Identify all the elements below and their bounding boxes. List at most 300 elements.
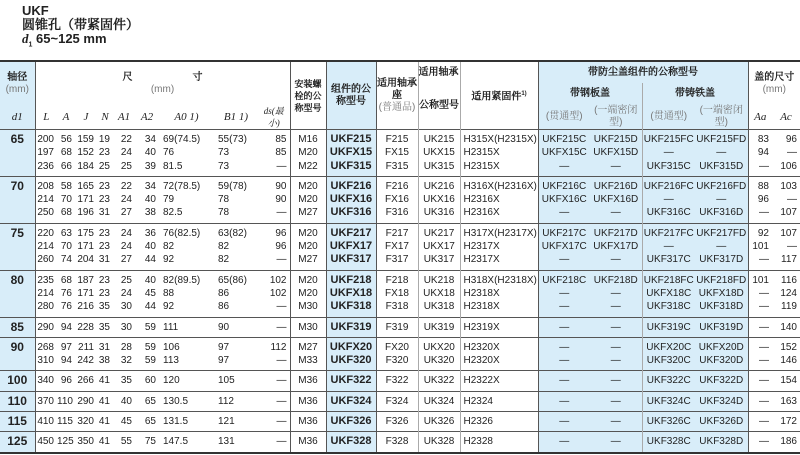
- value-Ac: 152: [780, 341, 797, 353]
- cell-steel-through: [538, 371, 590, 391]
- value-A2: 44: [144, 301, 156, 313]
- value-L: 290: [37, 321, 54, 333]
- cell-bearing: [418, 317, 460, 337]
- value-A0: 111: [163, 321, 179, 333]
- value-A2: 45: [144, 287, 156, 299]
- value-housing: F326: [385, 416, 409, 428]
- value-cast-closed: —: [716, 194, 727, 206]
- value-cast-closed: UKF324D: [699, 395, 744, 407]
- value-sleeve: H2328: [463, 436, 493, 448]
- cell-cast-through: [642, 412, 695, 432]
- table-row: [0, 317, 800, 337]
- cell-Aa: [748, 130, 772, 177]
- cell-A: [57, 130, 75, 177]
- value-J: 184: [77, 160, 94, 172]
- value-J: 159: [77, 134, 94, 145]
- shaft-diameter: 80: [0, 270, 35, 317]
- cell-Ac: [772, 223, 800, 270]
- cell-B1: [214, 223, 258, 270]
- value-L: 214: [37, 287, 54, 299]
- value-ds: 90: [275, 194, 287, 206]
- value-sleeve: H2317X: [463, 254, 500, 266]
- cell-steel-closed: [590, 337, 642, 371]
- col-L: L: [43, 111, 50, 123]
- value-A1: 30: [120, 321, 132, 333]
- value-unit-number: UKF215: [330, 133, 372, 145]
- cell-Aa: [748, 337, 772, 371]
- cell-steel-closed: [590, 176, 642, 223]
- value-J: 266: [77, 375, 94, 387]
- value-cast-through: UKF320C: [646, 355, 691, 367]
- size-range: [22, 32, 139, 53]
- table-row: [0, 391, 800, 411]
- cell-L: [35, 432, 57, 453]
- value-Aa: —: [759, 301, 769, 313]
- value-J: 216: [77, 301, 94, 313]
- value-bearing: UK318: [423, 301, 455, 313]
- value-cast-through: UKF318C: [646, 301, 691, 313]
- series-description: 圆锥孔（带紧固件）: [22, 17, 140, 32]
- value-A0: 79: [163, 194, 175, 206]
- cell-Aa: [748, 317, 772, 337]
- value-bearing: UKX18: [423, 287, 455, 299]
- value-bolt: M27: [298, 341, 318, 353]
- value-L: 268: [37, 341, 54, 353]
- value-steel-closed: UKFX17D: [593, 241, 639, 253]
- cell-ds: [258, 317, 290, 337]
- value-bearing: UK328: [423, 436, 455, 448]
- value-ds: —: [276, 321, 287, 333]
- cell-steel-closed: [590, 432, 642, 453]
- cell-A2: [135, 317, 159, 337]
- value-cast-through: UKF324C: [646, 395, 691, 407]
- value-L: 214: [37, 194, 54, 206]
- col-Ac: Ac: [780, 111, 792, 123]
- cell-B1: [214, 130, 258, 177]
- value-Ac: 146: [780, 355, 797, 367]
- value-bolt: M36: [298, 375, 318, 387]
- cell-Ac: [772, 412, 800, 432]
- cell-sleeve: [460, 130, 538, 177]
- cell-bolt: [290, 317, 326, 337]
- value-steel-through: UKFX16C: [541, 194, 587, 206]
- shaft-diameter: 115: [0, 412, 35, 432]
- value-cast-closed: UKFX20D: [698, 341, 744, 353]
- spec-table: [0, 60, 800, 454]
- cell-A0: [159, 176, 214, 223]
- value-cast-closed: UKF319D: [699, 321, 744, 333]
- cell-N: [97, 432, 113, 453]
- value-unit-number: UKFX16: [329, 193, 373, 206]
- col-A1: A1: [117, 111, 131, 123]
- cell-A2: [135, 412, 159, 432]
- range-value: 65~125 mm: [36, 31, 107, 46]
- value-steel-closed: UKF218D: [593, 274, 638, 286]
- value-cast-closed: UKF317D: [699, 254, 744, 266]
- value-A0: 76: [163, 147, 175, 159]
- cell-ds: [258, 270, 290, 317]
- shaft-diameter: 70: [0, 176, 35, 223]
- value-Aa: —: [759, 416, 769, 428]
- value-sleeve: H2318X: [463, 301, 500, 313]
- cell-A: [57, 432, 75, 453]
- value-steel-closed: —: [610, 287, 621, 299]
- value-A: 56: [60, 134, 72, 145]
- cell-cast-closed: [695, 176, 748, 223]
- cell-housing: [376, 130, 418, 177]
- cell-unit-number: [326, 176, 376, 223]
- value-bearing: UK215: [423, 134, 455, 145]
- value-steel-closed: —: [610, 321, 621, 333]
- cell-A1: [113, 176, 135, 223]
- value-sleeve: H2326: [463, 416, 493, 428]
- cell-Aa: [748, 371, 772, 391]
- value-ds: 112: [270, 341, 287, 353]
- value-J: 211: [78, 341, 94, 353]
- cell-Ac: [772, 432, 800, 453]
- cell-housing: [376, 371, 418, 391]
- value-B1: 86: [218, 287, 230, 299]
- value-J: 228: [77, 321, 94, 333]
- cell-cast-through: [642, 391, 695, 411]
- value-A1: 25: [120, 274, 132, 286]
- value-A1: 27: [120, 254, 132, 266]
- value-bearing: UK317: [423, 254, 455, 266]
- cell-steel-closed: [590, 371, 642, 391]
- cell-steel-closed: [590, 391, 642, 411]
- value-B1: 97: [218, 355, 230, 367]
- value-A2: 39: [144, 160, 156, 172]
- value-unit-number: UKF216: [330, 179, 372, 192]
- value-steel-closed: —: [610, 416, 621, 428]
- cell-ds: [258, 223, 290, 270]
- cell-cast-closed: [695, 270, 748, 317]
- value-steel-closed: UKFX15D: [593, 147, 639, 159]
- cell-Aa: [748, 412, 772, 432]
- value-N: 41: [98, 395, 110, 407]
- value-cast-closed: UKF218FD: [696, 274, 747, 286]
- cell-bolt: [290, 391, 326, 411]
- value-A1: 32: [120, 355, 132, 367]
- value-cast-through: UKFX20C: [646, 341, 692, 353]
- value-bolt: M20: [298, 194, 318, 206]
- cell-B1: [214, 337, 258, 371]
- cell-L: [35, 317, 57, 337]
- value-cast-closed: UKF316D: [699, 207, 744, 219]
- cell-Ac: [772, 130, 800, 177]
- cell-housing: [376, 270, 418, 317]
- value-steel-closed: —: [610, 254, 621, 266]
- value-unit-number: UKF328: [330, 435, 372, 448]
- value-housing: F319: [385, 321, 409, 333]
- value-N: 41: [98, 375, 110, 387]
- cell-Ac: [772, 270, 800, 317]
- value-bearing: UK218: [423, 274, 455, 286]
- value-housing: FX16: [385, 194, 409, 206]
- value-A0: 120: [163, 375, 180, 387]
- cell-sleeve: [460, 371, 538, 391]
- cell-A0: [159, 130, 214, 177]
- value-cast-closed: —: [716, 241, 727, 253]
- shaft-diameter: 85: [0, 317, 35, 337]
- value-housing: F318: [385, 301, 409, 313]
- cell-A2: [135, 223, 159, 270]
- value-bearing: UK324: [423, 395, 455, 407]
- value-unit-number: UKFX17: [329, 240, 373, 253]
- value-A1: 24: [120, 147, 132, 159]
- value-A1: 55: [120, 436, 132, 448]
- cell-steel-closed: [590, 130, 642, 177]
- value-Ac: 116: [781, 274, 797, 286]
- shaft-diameter: 75: [0, 223, 35, 270]
- value-A1: 22: [120, 180, 132, 192]
- table-body: [0, 130, 800, 453]
- value-J: 171: [77, 194, 94, 206]
- value-Aa: —: [759, 395, 769, 407]
- value-A0: 88: [163, 287, 175, 299]
- value-housing: F315: [385, 160, 409, 172]
- value-bearing: UKX16: [423, 194, 455, 206]
- value-L: 208: [37, 180, 54, 192]
- value-cast-through: UKFX18C: [646, 287, 692, 299]
- value-unit-number: UKF317: [330, 253, 372, 266]
- cell-ds: [258, 412, 290, 432]
- value-ds: —: [276, 254, 287, 266]
- value-bolt: M20: [298, 180, 318, 192]
- cell-housing: [376, 412, 418, 432]
- value-unit-number: UKFX20: [329, 340, 373, 353]
- value-unit-number: UKF326: [330, 415, 372, 428]
- value-Aa: 88: [757, 180, 769, 192]
- value-A: 74: [60, 254, 72, 266]
- value-A: 76: [60, 301, 72, 313]
- cell-N: [97, 223, 113, 270]
- cell-L: [35, 337, 57, 371]
- table-row: [0, 130, 800, 177]
- cell-steel-closed: [590, 223, 642, 270]
- cell-bearing: [418, 412, 460, 432]
- cell-Ac: [772, 317, 800, 337]
- cell-Ac: [772, 337, 800, 371]
- cell-cast-through: [642, 130, 695, 177]
- value-L: 340: [37, 375, 54, 387]
- cell-steel-through: [538, 176, 590, 223]
- cell-A1: [113, 317, 135, 337]
- value-Aa: 83: [757, 134, 769, 145]
- value-housing: F322: [385, 375, 409, 387]
- value-A0: 92: [163, 301, 175, 313]
- cell-bearing: [418, 371, 460, 391]
- value-A: 58: [60, 180, 72, 192]
- value-A1: 24: [120, 287, 132, 299]
- cell-A: [57, 176, 75, 223]
- value-steel-through: —: [559, 254, 570, 266]
- value-bolt: M33: [298, 355, 318, 367]
- value-Ac: 163: [780, 395, 797, 407]
- value-A0: 130.5: [163, 395, 189, 407]
- cell-A1: [113, 223, 135, 270]
- value-cast-closed: UKF328D: [699, 436, 744, 448]
- value-steel-through: UKF218C: [542, 274, 587, 286]
- value-N: 31: [98, 254, 110, 266]
- cell-bearing: [418, 130, 460, 177]
- cell-A: [57, 412, 75, 432]
- shaft-diameter: 125: [0, 432, 35, 453]
- value-A0: 72(78.5): [163, 180, 201, 192]
- cell-A1: [113, 337, 135, 371]
- cell-unit-number: [326, 337, 376, 371]
- value-steel-closed: —: [610, 436, 621, 448]
- cell-L: [35, 176, 57, 223]
- value-J: 171: [77, 287, 94, 299]
- value-A2: 65: [144, 416, 156, 428]
- col-d1: d1: [0, 105, 35, 130]
- cell-J: [75, 412, 97, 432]
- header-housing: [376, 61, 418, 130]
- value-ds: —: [276, 207, 287, 219]
- value-A0: 106: [163, 341, 180, 353]
- header-bolt: 安装螺栓的公称型号: [290, 61, 326, 130]
- cell-L: [35, 130, 57, 177]
- cell-N: [97, 130, 113, 177]
- value-A0: 147.5: [163, 436, 189, 448]
- value-A2: 60: [144, 375, 156, 387]
- cell-Aa: [748, 223, 772, 270]
- value-housing: F316: [385, 207, 409, 219]
- cell-bearing: [418, 432, 460, 453]
- value-cast-through: UKF319C: [646, 321, 691, 333]
- value-bolt: M20: [298, 227, 318, 239]
- value-bolt: M20: [298, 274, 318, 286]
- value-A0: 113: [163, 355, 179, 367]
- value-sleeve: H2316X: [463, 194, 500, 206]
- cell-A: [57, 371, 75, 391]
- table-row: [0, 412, 800, 432]
- cell-cast-closed: [695, 337, 748, 371]
- value-N: 31: [98, 207, 110, 219]
- value-steel-through: —: [559, 207, 570, 219]
- cell-sleeve: [460, 317, 538, 337]
- value-A1: 25: [120, 160, 132, 172]
- value-cast-closed: UKF326D: [699, 416, 744, 428]
- cell-steel-through: [538, 130, 590, 177]
- value-L: 236: [37, 160, 54, 172]
- value-housing: F324: [385, 395, 409, 407]
- value-B1: 78: [218, 194, 230, 206]
- cover-label: 盖的尺寸: [754, 71, 795, 83]
- cell-sleeve: [460, 337, 538, 371]
- value-sleeve: H2319X: [463, 321, 500, 333]
- cell-A2: [135, 391, 159, 411]
- value-cast-through: —: [663, 241, 674, 253]
- value-bolt: M30: [298, 321, 318, 333]
- value-steel-closed: —: [610, 355, 621, 367]
- value-A: 110: [57, 395, 73, 407]
- col-B1: B1 1): [223, 111, 249, 123]
- value-B1: 73: [218, 160, 230, 172]
- cell-bolt: [290, 432, 326, 453]
- value-steel-through: —: [559, 287, 570, 299]
- sleeve-label: 适用紧固件: [471, 91, 522, 103]
- value-L: 260: [37, 254, 54, 266]
- value-B1: 86: [218, 301, 230, 313]
- cell-cast-through: [642, 223, 695, 270]
- cell-ds: [258, 176, 290, 223]
- value-N: 23: [98, 241, 110, 253]
- value-A0: 82: [163, 241, 175, 253]
- cell-steel-closed: [590, 317, 642, 337]
- cell-unit-number: [326, 371, 376, 391]
- cell-Ac: [772, 391, 800, 411]
- value-bearing: UK315: [423, 160, 455, 172]
- cell-bolt: [290, 337, 326, 371]
- cell-bearing: [418, 337, 460, 371]
- cell-sleeve: [460, 223, 538, 270]
- value-cast-through: UKF317C: [646, 254, 691, 266]
- value-L: 235: [37, 274, 54, 286]
- col-A2: A2: [140, 111, 154, 123]
- cell-A1: [113, 391, 135, 411]
- cell-sleeve: [460, 432, 538, 453]
- value-B1: 121: [218, 416, 235, 428]
- cell-A: [57, 270, 75, 317]
- cell-J: [75, 223, 97, 270]
- cell-J: [75, 337, 97, 371]
- value-A0: 92: [163, 254, 175, 266]
- value-ds: 85: [275, 147, 287, 159]
- cell-A: [57, 317, 75, 337]
- cell-N: [97, 412, 113, 432]
- cell-ds: [258, 371, 290, 391]
- value-B1: 82: [218, 254, 230, 266]
- header-bearing: 公称型号: [418, 83, 460, 130]
- value-ds: —: [276, 436, 287, 448]
- value-A1: 22: [120, 134, 132, 145]
- value-unit-number: UKF218: [330, 273, 372, 286]
- value-N: 23: [98, 180, 110, 192]
- value-Aa: 96: [757, 194, 769, 206]
- value-unit-number: UKF318: [330, 300, 372, 313]
- value-bearing: UK217: [423, 227, 455, 239]
- cell-A: [57, 223, 75, 270]
- header-cast-cover: 带铸铁盖: [642, 83, 748, 105]
- value-J: 165: [77, 180, 94, 192]
- value-B1: 131: [218, 436, 235, 448]
- value-ds: 102: [269, 287, 287, 299]
- cell-unit-number: [326, 317, 376, 337]
- cell-bearing: [418, 270, 460, 317]
- value-A0: 69(74.5): [163, 134, 201, 145]
- value-L: 250: [37, 207, 54, 219]
- cell-sleeve: [460, 176, 538, 223]
- value-Aa: —: [759, 207, 769, 219]
- value-cast-closed: UKF320D: [699, 355, 744, 367]
- cell-N: [97, 337, 113, 371]
- value-sleeve: H2316X: [463, 207, 500, 219]
- cell-housing: [376, 391, 418, 411]
- value-Ac: 117: [781, 254, 797, 266]
- value-unit-number: UKF322: [330, 374, 372, 387]
- cell-J: [75, 130, 97, 177]
- cell-steel-closed: [590, 412, 642, 432]
- value-B1: 63(82): [218, 227, 247, 239]
- value-unit-number: UKF320: [330, 354, 372, 367]
- value-cast-through: UKF328C: [646, 436, 691, 448]
- cell-L: [35, 371, 57, 391]
- value-Ac: 154: [780, 375, 797, 387]
- cell-A2: [135, 371, 159, 391]
- value-Ac: 96: [785, 134, 797, 145]
